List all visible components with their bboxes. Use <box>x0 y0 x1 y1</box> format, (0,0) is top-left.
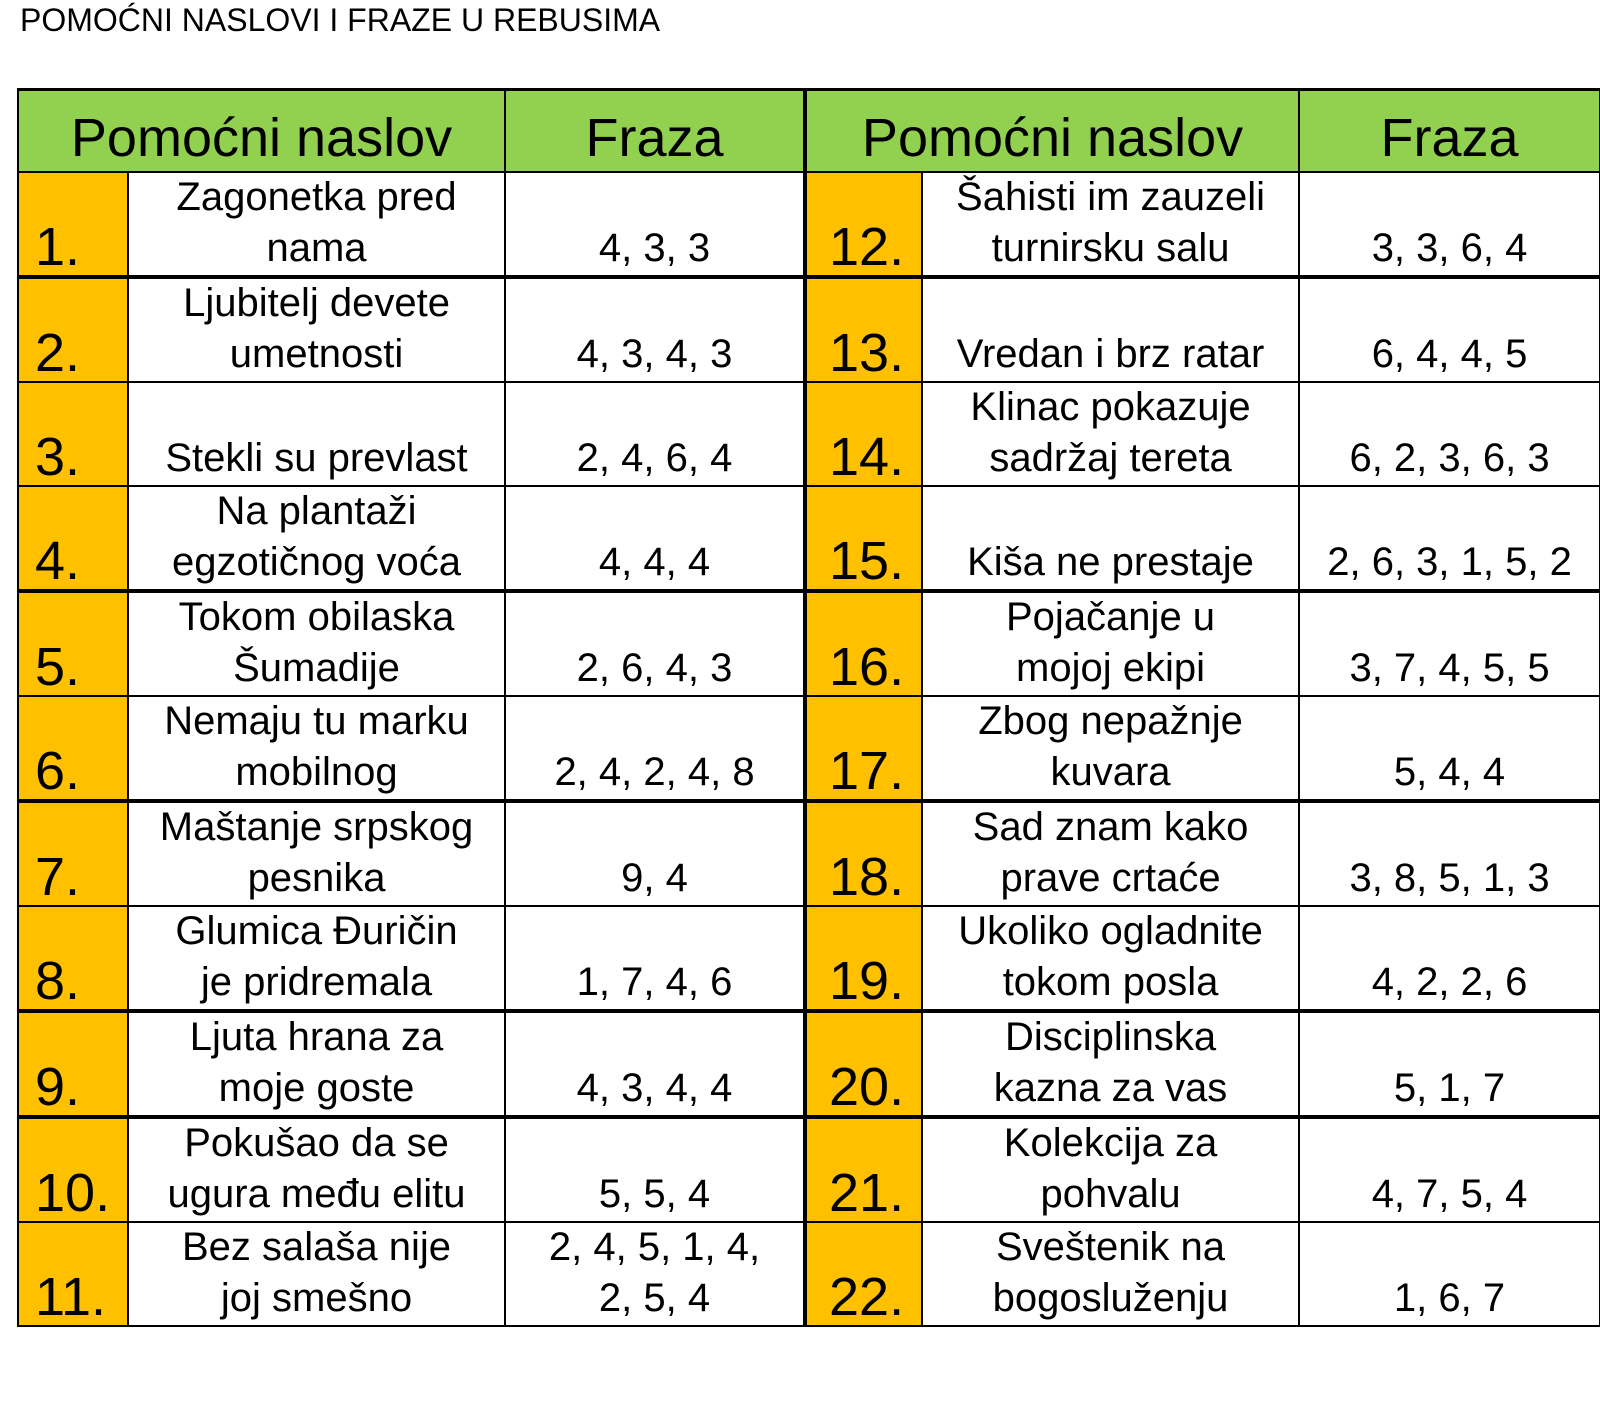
item-number-left: 5. <box>18 591 128 696</box>
clue-line: Ljubitelj devete <box>183 281 450 325</box>
clue-cell-right <box>922 172 1299 277</box>
phrase-cell-right <box>1299 1117 1600 1222</box>
table-body <box>18 172 1600 1326</box>
item-number-right: 12. <box>805 172 922 277</box>
phrase-cell-left <box>505 1222 805 1326</box>
item-number-left: 1. <box>18 172 128 277</box>
phrase-cell-right <box>1299 382 1600 486</box>
table-row <box>18 1011 1600 1117</box>
clue-cell-left <box>128 486 505 591</box>
clue-line: mojoj ekipi <box>1016 646 1205 690</box>
clue-line: Glumica Đuričin <box>175 909 458 953</box>
item-number-left: 3. <box>18 382 128 486</box>
phrase-line: 3, 7, 4, 5, 5 <box>1349 646 1550 690</box>
clue-line: prave crtaće <box>1000 856 1221 900</box>
clue-line: moje goste <box>218 1066 415 1110</box>
phrase-cell-right <box>1299 1011 1600 1117</box>
phrase-line: 4, 3, 4, 4 <box>576 1066 733 1110</box>
clue-line: Šahisti im zauzeli <box>956 175 1266 219</box>
item-number-right: 16. <box>805 591 922 696</box>
rebus-table <box>17 88 1600 1327</box>
clue-cell-right <box>922 486 1299 591</box>
item-number-right: 22. <box>805 1222 922 1326</box>
item-number-left: 7. <box>18 801 128 906</box>
clue-line: Disciplinska <box>1004 1015 1217 1059</box>
phrase-line: 2, 4, 5, 1, 4, <box>548 1225 761 1269</box>
clue-cell-left <box>128 696 505 801</box>
phrase-cell-left <box>505 1011 805 1117</box>
clue-cell-right <box>922 1222 1299 1326</box>
phrase-cell-right <box>1299 801 1600 906</box>
phrase-line: 1, 7, 4, 6 <box>576 960 733 1004</box>
phrase-line: 5, 1, 7 <box>1393 1066 1506 1110</box>
clue-line: pesnika <box>247 856 386 900</box>
phrase-cell-right <box>1299 1222 1600 1326</box>
clue-cell-left <box>128 801 505 906</box>
phrase-line: 1, 6, 7 <box>1393 1276 1506 1320</box>
phrase-line: 2, 6, 4, 3 <box>576 646 733 690</box>
phrase-line: 4, 2, 2, 6 <box>1371 960 1528 1004</box>
clue-line: sadržaj tereta <box>989 436 1232 480</box>
clue-line: Pojačanje u <box>1006 595 1216 639</box>
phrase-cell-left <box>505 486 805 591</box>
clue-line: mobilnog <box>235 750 398 794</box>
phrase-cell-left <box>505 906 805 1011</box>
phrase-cell-right <box>1299 277 1600 382</box>
table-row <box>18 801 1600 906</box>
clue-line: turnirsku salu <box>991 226 1230 270</box>
phrase-cell-left <box>505 172 805 277</box>
clue-cell-right <box>922 1011 1299 1117</box>
phrase-line: 4, 3, 3 <box>598 226 711 270</box>
clue-cell-left <box>128 1117 505 1222</box>
item-number-left: 4. <box>18 486 128 591</box>
clue-line: Sad znam kako <box>972 805 1249 849</box>
item-number-left: 6. <box>18 696 128 801</box>
phrase-cell-right <box>1299 906 1600 1011</box>
clue-line: Klinac pokazuje <box>970 385 1251 429</box>
table-row <box>18 172 1600 277</box>
table-row <box>18 1117 1600 1222</box>
phrase-cell-left <box>505 801 805 906</box>
clue-line: ugura među elitu <box>167 1172 466 1216</box>
phrase-line: 4, 4, 4 <box>598 540 711 584</box>
phrase-cell-left <box>505 382 805 486</box>
clue-line: egzotičnog voća <box>171 540 462 584</box>
item-number-left: 2. <box>18 277 128 382</box>
phrase-cell-right <box>1299 696 1600 801</box>
clue-line: Ljuta hrana za <box>189 1015 444 1059</box>
phrase-cell-right <box>1299 591 1600 696</box>
clue-cell-right <box>922 801 1299 906</box>
clue-line: Tokom obilaska <box>178 595 455 639</box>
item-number-right: 17. <box>805 696 922 801</box>
clue-line: Nemaju tu marku <box>164 699 469 743</box>
phrase-cell-right <box>1299 486 1600 591</box>
clue-cell-left <box>128 382 505 486</box>
phrase-line: 3, 8, 5, 1, 3 <box>1349 856 1550 900</box>
table-row <box>18 382 1600 486</box>
clue-cell-left <box>128 906 505 1011</box>
item-number-right: 20. <box>805 1011 922 1117</box>
clue-line: tokom posla <box>1002 960 1219 1004</box>
phrase-line: 4, 7, 5, 4 <box>1371 1172 1528 1216</box>
clue-line: pohvalu <box>1040 1172 1181 1216</box>
phrase-cell-left <box>505 696 805 801</box>
clue-line: Kolekcija za <box>1003 1121 1218 1165</box>
phrase-cell-left <box>505 1117 805 1222</box>
item-number-left: 8. <box>18 906 128 1011</box>
clue-cell-left <box>128 1011 505 1117</box>
header-clue-right: Pomoćni naslov <box>805 90 1299 173</box>
clue-line: joj smešno <box>220 1276 413 1320</box>
clue-cell-right <box>922 591 1299 696</box>
header-phrase-left: Fraza <box>505 90 805 173</box>
clue-cell-left <box>128 1222 505 1326</box>
phrase-line: 2, 4, 6, 4 <box>576 436 733 480</box>
item-number-left: 11. <box>18 1222 128 1326</box>
item-number-right: 14. <box>805 382 922 486</box>
clue-line: Vredan i brz ratar <box>956 332 1265 376</box>
item-number-right: 19. <box>805 906 922 1011</box>
clue-line: Na plantaži <box>216 489 417 533</box>
table-row <box>18 277 1600 382</box>
clue-line: Sveštenik na <box>996 1225 1226 1269</box>
clue-cell-left <box>128 172 505 277</box>
table-row <box>18 1222 1600 1326</box>
phrase-line: 9, 4 <box>621 856 688 900</box>
phrase-line: 6, 2, 3, 6, 3 <box>1349 436 1550 480</box>
item-number-right: 15. <box>805 486 922 591</box>
clue-line: Bez salaša nije <box>181 1225 452 1269</box>
clue-line: Kiša ne prestaje <box>967 540 1254 584</box>
phrase-cell-right <box>1299 172 1600 277</box>
phrase-line: 3, 3, 6, 4 <box>1371 226 1528 270</box>
item-number-left: 10. <box>18 1117 128 1222</box>
phrase-line: 5, 4, 4 <box>1393 750 1506 794</box>
table-row <box>18 486 1600 591</box>
clue-line: Stekli su prevlast <box>165 436 468 480</box>
table-row <box>18 696 1600 801</box>
phrase-line: 2, 5, 4 <box>598 1276 711 1320</box>
clue-line: je pridremala <box>200 960 433 1004</box>
clue-line: Pokušao da se <box>184 1121 449 1165</box>
page-title: POMOĆNI NASLOVI I FRAZE U REBUSIMA <box>20 2 661 38</box>
clue-line: kazna za vas <box>993 1066 1228 1110</box>
item-number-right: 13. <box>805 277 922 382</box>
clue-cell-right <box>922 382 1299 486</box>
clue-cell-right <box>922 906 1299 1011</box>
header-row <box>18 90 1600 173</box>
clue-cell-right <box>922 1117 1299 1222</box>
clue-cell-right <box>922 277 1299 382</box>
item-number-right: 18. <box>805 801 922 906</box>
phrase-cell-left <box>505 277 805 382</box>
header-clue-left: Pomoćni naslov <box>18 90 505 173</box>
clue-line: umetnosti <box>229 332 404 376</box>
clue-line: nama <box>266 226 367 270</box>
clue-line: Ukoliko ogladnite <box>958 909 1263 953</box>
phrase-line: 2, 4, 2, 4, 8 <box>554 750 755 794</box>
clue-line: Šumadije <box>233 646 400 690</box>
clue-cell-left <box>128 591 505 696</box>
clue-cell-right <box>922 696 1299 801</box>
item-number-right: 21. <box>805 1117 922 1222</box>
clue-line: Maštanje srpskog <box>159 805 474 849</box>
clue-line: kuvara <box>1050 750 1171 794</box>
table-row <box>18 906 1600 1011</box>
clue-line: Zagonetka pred <box>176 175 457 219</box>
table-row <box>18 591 1600 696</box>
header-phrase-right: Fraza <box>1299 90 1600 173</box>
clue-cell-left <box>128 277 505 382</box>
phrase-line: 4, 3, 4, 3 <box>576 332 733 376</box>
phrase-line: 5, 5, 4 <box>598 1172 711 1216</box>
item-number-left: 9. <box>18 1011 128 1117</box>
phrase-line: 6, 4, 4, 5 <box>1371 332 1528 376</box>
phrase-cell-left <box>505 591 805 696</box>
phrase-line: 2, 6, 3, 1, 5, 2 <box>1327 540 1572 584</box>
clue-line: Zbog nepažnje <box>978 699 1243 743</box>
clue-line: bogosluženju <box>992 1276 1229 1320</box>
